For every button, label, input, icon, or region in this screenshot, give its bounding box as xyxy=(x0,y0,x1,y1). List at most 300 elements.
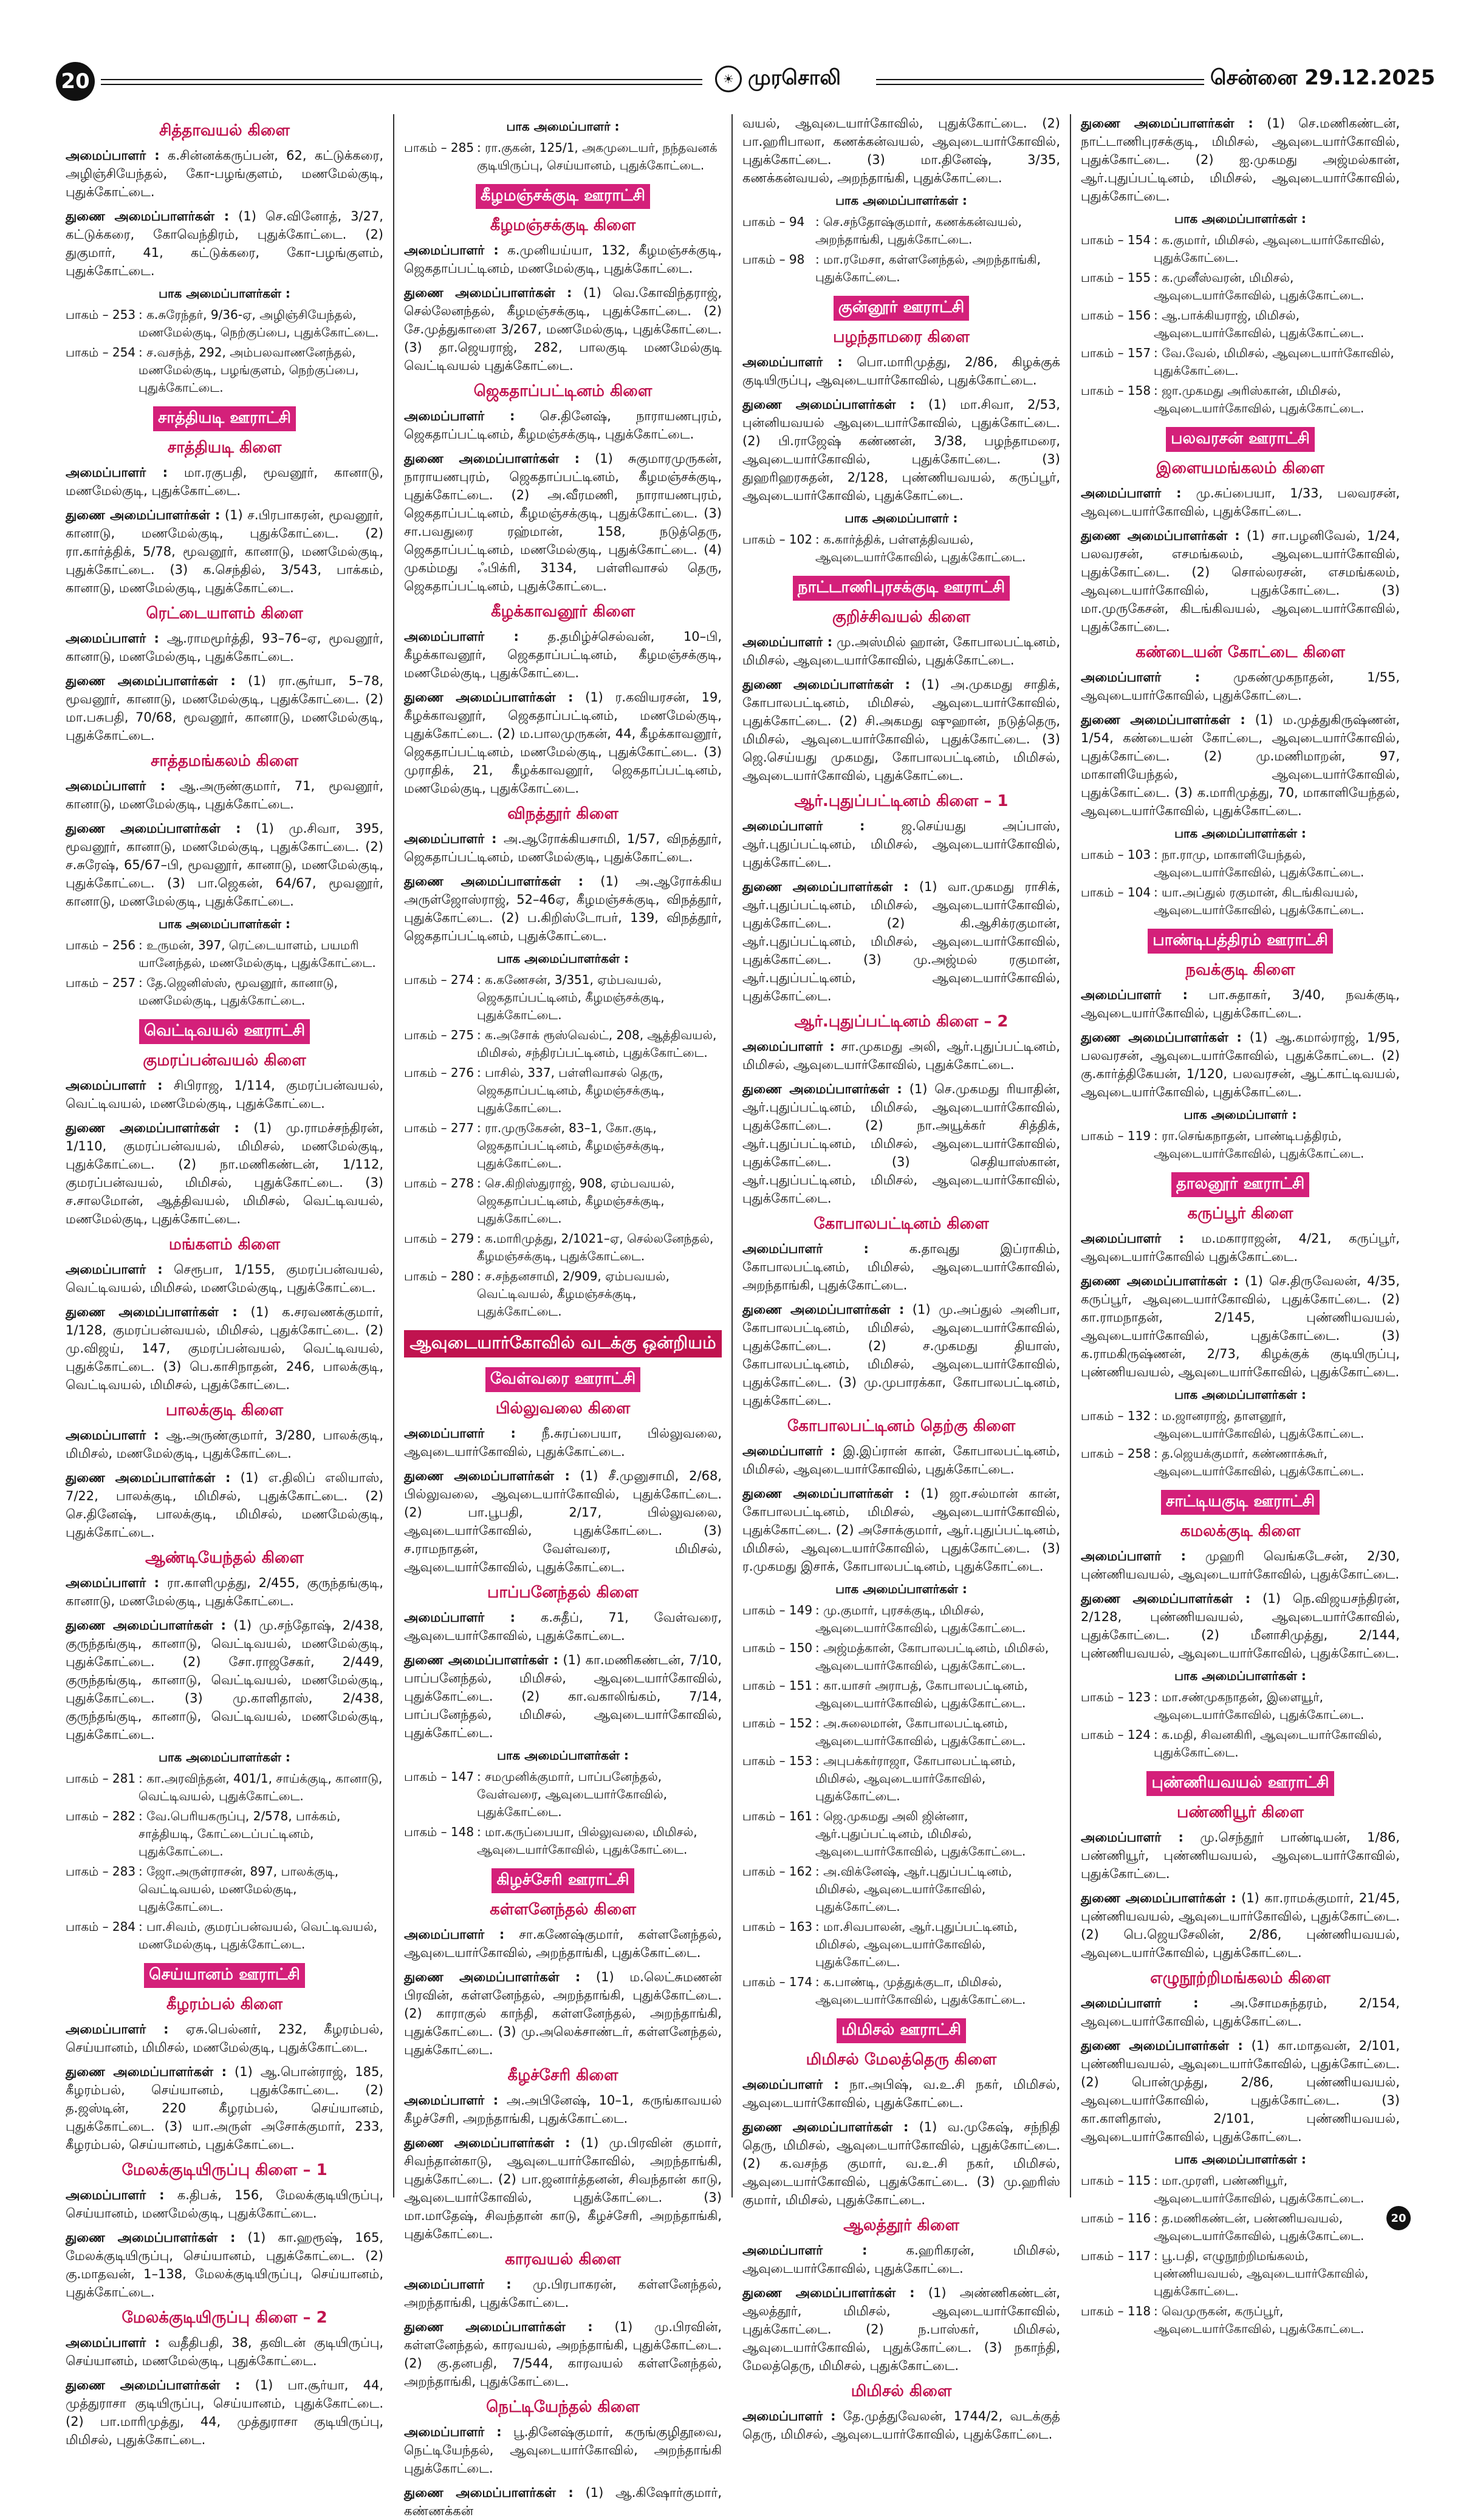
member-details: (1) சா.பழனிவேல், 1/24, பலவரசன், எசமங்கலம், ஆவுடையார்கோவில், புதுக்கோட்டை. (2) சொல்லரசன், எசமங்கலம், ஆவுடையார்கோவில், புதுக்கோட்டை. (3) மா.முருகேசன், கிடங்கிவயல், ஆவுடையார்கோவில், புதுக்கோட்டை. xyxy=(1081,528,1400,634)
branch-heading: சாத்தமங்கலம் கிளை xyxy=(150,752,299,770)
role-label: துணை அமைப்பாளர்கள் : xyxy=(66,2230,236,2245)
masthead-rule-left xyxy=(101,79,702,85)
member-details: க.தாவுது இப்ராகிம், கோபாலபட்டினம், மிமிசல், ஆவுடையார்கோவில், அறந்தாங்கி, புதுக்கோட்டை. xyxy=(742,1241,1060,1292)
booth-row xyxy=(66,1770,383,1805)
member-entry xyxy=(1081,1272,1400,1381)
booth-section-heading: பாக அமைப்பாளர்கள் : xyxy=(497,951,629,966)
member-entry xyxy=(66,207,383,280)
member-entry xyxy=(404,2134,722,2243)
panchayat-banner: மிமிசல் ஊராட்சி xyxy=(837,2018,966,2043)
role-label: துணை அமைப்பாளர்கள் : xyxy=(1081,2038,1243,2053)
branch-heading: கோபாலபட்டினம் தெற்கு கிளை xyxy=(787,1417,1016,1435)
role-label: துணை அமைப்பாளர்கள் : xyxy=(404,2485,574,2500)
booth-section-heading: பாக அமைப்பாளர்கள் : xyxy=(497,1748,629,1763)
member-entry xyxy=(1081,711,1400,820)
branch-heading: பாப்பனேந்தல் கிளை xyxy=(487,1583,639,1602)
role-label: அமைப்பாளர் : xyxy=(404,243,499,258)
role-label: துணை அமைப்பாளர்கள் : xyxy=(404,1653,558,1667)
booth-number: பாகம் – 283 xyxy=(66,1864,136,1879)
booth-member: : க.மாரிமுத்து, 2/1021–ஏ, செல்லனேந்தல், கீழமஞ்சக்குடி, புதுக்கோட்டை. xyxy=(477,1231,714,1263)
member-entry xyxy=(404,1424,722,1461)
member-details: (1) ச.பிரபாகரன், மூவனூர், கானாடு, மணமேல்குடி, புதுக்கோட்டை. (2) ரா.கார்த்திக், 5/78, மூவனூர், கானாடு, மணமேல்குடி, புதுக்கோட்டை. (3) க.செந்தில், 3/543, பாக்கம், கானாடு, மணமேல்குடி, புதுக்கோட்டை. xyxy=(66,508,383,595)
role-label: துணை அமைப்பாளர்கள் : xyxy=(404,690,574,705)
booth-number: பாகம் – 279 xyxy=(404,1231,474,1246)
role-label: துணை அமைப்பாளர்கள் : xyxy=(1081,1891,1236,1905)
member-entry xyxy=(404,2091,722,2128)
member-entry xyxy=(66,629,383,666)
member-entry xyxy=(742,353,1060,389)
branch-heading: ஆண்டியேந்தல் கிளை xyxy=(145,1549,304,1567)
member-entry xyxy=(742,2407,1060,2443)
booth-number: பாகம் – 155 xyxy=(1081,270,1151,285)
member-details: முகண்முகநாதன், 1/55, ஆவுடையார்கோவில், புதுக்கோட்டை. xyxy=(1081,670,1400,703)
member-entry xyxy=(742,1300,1060,1410)
booth-row xyxy=(404,1026,722,1062)
role-label: துணை அமைப்பாளர்கள் : xyxy=(66,2064,227,2079)
booth-row xyxy=(742,1808,1060,1860)
member-entry xyxy=(66,1119,383,1228)
branch-heading: ஆர்.புதுப்பட்டினம் கிளை – 2 xyxy=(794,1012,1009,1031)
role-label: துணை அமைப்பாளர்கள் : xyxy=(742,2120,909,2134)
booth-member: : க.கார்த்திக், பள்ளத்திவயல், ஆவுடையார்கோவில், புதுக்கோட்டை. xyxy=(815,532,1026,564)
branch-heading: கீழரம்பல் கிளை xyxy=(166,1995,283,2013)
role-label: துணை அமைப்பாளர்கள் : xyxy=(1081,116,1253,131)
booth-section-heading: பாக அமைப்பாளர் : xyxy=(1183,1107,1297,1122)
role-label: அமைப்பாளர் : xyxy=(742,2243,868,2258)
branch-heading: கீழமஞ்சக்குடி கிளை xyxy=(490,216,636,234)
member-details: ஜ.செய்யது அப்பாஸ், ஆர்.புதுப்பட்டினம், மிமிசல், ஆவுடையார்கோவில், புதுக்கோட்டை. xyxy=(742,819,1060,870)
booth-row xyxy=(66,1808,383,1860)
panchayat-banner: தாலனூர் ஊராட்சி xyxy=(1171,1172,1309,1197)
member-details: (1) செ.வினோத், 3/27, கட்டுக்கரை, கோவெந்திரம், புதுக்கோட்டை. (2) துகுமார், 41, கட்டுக்கரை, கோ-பழங்குளம், புதுக்கோட்டை. xyxy=(66,209,383,278)
rising-sun-icon: ☀ xyxy=(715,66,742,92)
role-label: துணை அமைப்பாளர்கள் : xyxy=(66,821,241,836)
booth-number: பாகம் – 116 xyxy=(1081,2211,1151,2225)
member-entry xyxy=(742,2241,1060,2278)
branch-heading: விநத்தூர் கிளை xyxy=(507,805,618,823)
booth-number: பாகம் – 149 xyxy=(742,1603,813,1617)
booth-number: பாகம் – 151 xyxy=(742,1678,813,1693)
member-entry xyxy=(1081,668,1400,705)
booth-row xyxy=(1081,1445,1400,1480)
member-details: மு.செந்தூர் பாண்டியன், 1/86, பண்ணியூர், புண்ணியவயல், ஆவுடையார்கோவில், புதுக்கோட்டை. xyxy=(1081,1830,1400,1881)
booth-member: : மா.ரமேசா, கள்ளனேந்தல், அறந்தாங்கி, புதுக்கோட்டை. xyxy=(815,252,1041,284)
member-entry xyxy=(66,1076,383,1113)
booth-row xyxy=(742,1863,1060,1916)
role-label: துணை அமைப்பாளர்கள் : xyxy=(1081,1030,1242,1045)
role-label: அமைப்பாளர் : xyxy=(66,631,159,646)
panchayat-banner: வெட்டிவயல் ஊராட்சி xyxy=(139,1019,310,1044)
member-entry xyxy=(742,817,1060,872)
booth-section-heading: பாக அமைப்பாளர்கள் : xyxy=(159,286,290,301)
role-label: துணை அமைப்பாளர்கள் : xyxy=(66,1618,226,1633)
role-label: துணை அமைப்பாளர்கள் : xyxy=(66,674,236,688)
booth-number: பாகம் – 118 xyxy=(1081,2304,1151,2318)
role-label: அமைப்பாளர் : xyxy=(66,2335,160,2350)
booth-row xyxy=(742,1715,1060,1750)
branch-heading: காரவயல் கிளை xyxy=(505,2250,621,2269)
role-label: துணை அமைப்பாளர்கள் : xyxy=(1081,712,1245,727)
booth-row xyxy=(742,531,1060,566)
dateline: சென்னை 29.12.2025 xyxy=(1210,66,1436,90)
panchayat-banner: நாட்டாணிபுரசக்குடி ஊராட்சி xyxy=(793,576,1010,601)
role-label: அமைப்பாளர் : xyxy=(404,629,519,644)
booth-number: பாகம் – 104 xyxy=(1081,885,1151,900)
booth-member: : க.மதி, சிவனகிரி, ஆவுடையார்கோவில், புதுக்கோட்டை. xyxy=(1154,1727,1382,1760)
booth-section-heading: பாக அமைப்பாளர் : xyxy=(844,511,958,525)
booth-number: பாகம் – 254 xyxy=(66,345,136,360)
member-details: (1) நெ.விஜயசந்திரன், 2/128, புண்ணியவயல், ஆவுடையார்கோவில், புதுக்கோட்டை. (2) மீனாசிமுத்து, 2/144, புண்ணியவயல், ஆவுடையார்கோவில், புதுக்கோட்டை. xyxy=(1081,1591,1400,1661)
branch-heading: ஜெகதாப்பட்டினம் கிளை xyxy=(473,382,653,400)
booth-row xyxy=(1081,884,1400,919)
member-details: (1) எ.திலிப் எலியாஸ், 7/22, பாலக்குடி, மிமிசல், புதுக்கோட்டை. (2) செ.தினேஷ், பாலக்குடி, மிமிசல், மணமேல்குடி, புதுக்கோட்டை. xyxy=(66,1470,383,1540)
booth-section-heading: பாக அமைப்பாளர்கள் : xyxy=(1174,1668,1306,1683)
booth-number: பாகம் – 257 xyxy=(66,975,136,990)
member-details: அ.சோமசுந்தரம், 2/154, ஆவுடையார்கோவில், புதுக்கோட்டை. xyxy=(1081,1996,1400,2029)
member-details: சா.கணேஷ்குமார், கள்ளனேந்தல், ஆவுடையார்கோவில், அறந்தாங்கி, புதுக்கோட்டை. xyxy=(404,1927,722,1960)
role-label: துணை அமைப்பாளர்கள் : xyxy=(66,2378,241,2392)
member-entry xyxy=(1081,1889,1400,1962)
booth-member: : அ.விக்னேஷ், ஆர்.புதுப்பட்டினம், மிமிசல், ஆவுடையார்கோவில், புதுக்கோட்டை. xyxy=(815,1864,1012,1914)
booth-number: பாகம் – 256 xyxy=(66,938,136,952)
member-details: அ.ஆரோக்கியசாமி, 1/57, விநத்தூர், ஜெகதாப்பட்டினம், மணமேல்குடி, புதுக்கோட்டை. xyxy=(404,831,722,864)
member-details: க.ஹரிகரன், மிமிசல், ஆவுடையார்கோவில், புதுக்கோட்டை. xyxy=(742,2243,1060,2276)
role-label: துணை அமைப்பாளர்கள் : xyxy=(404,285,572,300)
branch-heading: பாலக்குடி கிளை xyxy=(165,1401,284,1419)
booth-row xyxy=(1081,231,1400,267)
member-entry xyxy=(66,2228,383,2301)
member-details: (1) சீ.முனுசாமி, 2/68, பில்லுவலை, ஆவுடையார்கோவில், புதுக்கோட்டை. (2) பா.பூபதி, 2/17, பில்லுவலை, ஆவுடையார்கோவில், புதுக்கோட்டை. (3) ச.ராமநாதன், வேள்வரை, மிமிசல், ஆவுடையார்கோவில், புதுக்கோட்டை. xyxy=(404,1469,722,1574)
member-entry xyxy=(404,407,722,443)
branch-heading: கீழச்சேரி கிளை xyxy=(507,2066,618,2085)
booth-member: : வெமுருகன், கருப்பூர், ஆவுடையார்கோவில், புதுக்கோட்டை. xyxy=(1154,2304,1365,2336)
booth-member: : ம.ஜானராஜ், தாளனூர், ஆவுடையார்கோவில், புதுக்கோட்டை. xyxy=(1154,1409,1365,1441)
branch-heading: குமரப்பன்வயல் கிளை xyxy=(143,1051,306,1070)
member-entry xyxy=(404,2275,722,2312)
member-details: (1) கா.மாதவன், 2/101, புண்ணியவயல், ஆவுடையார்கோவில், புதுக்கோட்டை. (2) பொன்முத்து, 2/86, புண்ணியவயல், ஆவுடையார்கோவில், புதுக்கோட்டை. (3) கா.காளிதாஸ், 2/101, புண்ணியவயல், ஆவுடையார்கோவில், புதுக்கோட்டை. xyxy=(1081,2038,1400,2144)
booth-row xyxy=(1081,2303,1400,2338)
booth-member: : வே.பெரியகருப்பு, 2/578, பாக்கம், சாத்தியடி, கோட்டைப்பட்டினம், புதுக்கோட்டை. xyxy=(139,1809,341,1859)
member-details: (1) மு.பிரவின், கள்ளனேந்தல், காரவயல், அறந்தாங்கி, புதுக்கோட்டை. (2) கு.தனபதி, 7/544, காரவயல் கள்ளனேந்தல், அறந்தாங்கி, புதுக்கோட்டை. xyxy=(404,2320,722,2389)
member-details: தே.முத்துவேலன், 1744/2, வடக்குத் தெரு, மிமிசல், ஆவுடையார்கோவில், புதுக்கோட்டை. xyxy=(742,2409,1060,2442)
booth-row xyxy=(742,1639,1060,1675)
booth-row xyxy=(1081,1689,1400,1724)
member-details: (1) ர.கவியரசன், 19, கீழக்காவனூர், ஜெகதாப்பட்டினம், மணமேல்குடி, புதுக்கோட்டை. (2) ம.பாலமுருகன், 44, கீழக்காவனூர், ஜெகதாப்பட்டினம், மணமேல்குடி, புதுக்கோட்டை. (3) முராதிக், 21, கீழக்காவனூர், ஜெகதாப்பட்டினம், மணமேல்குடி, புதுக்கோட்டை. xyxy=(404,690,722,796)
booth-member: : ஜோ.அருள்ராசன், 897, பாலக்குடி, வெட்டிவயல், மணமேல்குடி, புதுக்கோட்டை. xyxy=(139,1864,339,1914)
booth-row xyxy=(404,1175,722,1228)
member-entry xyxy=(66,672,383,745)
booth-member: : மா.சண்முகநாதன், இளையூர், ஆவுடையார்கோவில், புதுக்கோட்டை. xyxy=(1154,1690,1365,1722)
member-details: (1) வெ.கோவிந்தராஜ், செல்லேனந்தல், கீழமஞ்சக்குடி, புதுக்கோட்டை. (2) சே.முத்துகாளை 3/267, மணமேல்குடி, புதுக்கோட்டை. (3) தா.ஜெயராஜ், 282, பாலகுடி மணமேல்குடி வெட்டிவயல் புதுக்கோட்டை. xyxy=(404,285,722,373)
role-label: அமைப்பாளர் : xyxy=(1081,486,1182,500)
booth-member: : உருமன், 397, ரெட்டையாளம், பயமரி யானேந்தல், மணமேல்குடி, புதுக்கோட்டை. xyxy=(139,938,376,970)
role-label: துணை அமைப்பாளர்கள் : xyxy=(66,508,221,522)
role-label: அமைப்பாளர் : xyxy=(404,831,497,846)
booth-member: : செ.சந்தோஷ்குமார், கணக்கன்வயல், அறந்தாங்கி, புதுக்கோட்டை. xyxy=(815,214,1022,247)
role-label: துணை அமைப்பாளர்கள் : xyxy=(404,2320,593,2334)
member-entry xyxy=(742,395,1060,505)
booth-member: : ஆ.பாக்கியராஜ், மிமிசல், ஆவுடையார்கோவில், புதுக்கோட்டை. xyxy=(1154,308,1365,340)
member-entry xyxy=(1081,1994,1400,2030)
booth-member: : பாசில், 337, பள்ளிவாசல் தெரு, ஜெகதாப்பட்டினம், கீழமஞ்சக்குடி, புதுக்கோட்டை. xyxy=(477,1065,665,1115)
member-entry xyxy=(66,1303,383,1394)
booth-row xyxy=(1081,2210,1400,2245)
role-label: துணை அமைப்பாளர்கள் : xyxy=(1081,1591,1251,1606)
member-details: பா.சுதாகர், 3/40, நவக்குடி, ஆவுடையார்கோவில், புதுக்கோட்டை. xyxy=(1081,988,1400,1020)
role-label: துணை அமைப்பாளர்கள் : xyxy=(1081,1274,1239,1288)
branch-heading: கமலக்குடி கிளை xyxy=(1180,1522,1301,1540)
booth-member: : ச.சந்தனசாமி, 2/909, ஏம்பவயல், வெட்டிவயல், கீழமஞ்சக்குடி, புதுக்கோட்டை. xyxy=(477,1269,670,1319)
branch-heading: நெட்டியேந்தல் கிளை xyxy=(486,2398,640,2416)
member-details: (1) அண்ணிகண்டன், ஆலத்தூர், மிமிசல், ஆவுடையார்கோவில், புதுக்கோட்டை. (2) ந.பாஸ்கர், மிமிசல், ஆவுடையார்கோவில், புதுக்கோட்டை. (3) நகாந்தி, மேலத்தெரு, மிமிசல், புதுக்கோட்டை. xyxy=(742,2286,1060,2373)
booth-member: : ஜெ.முகமது அலி ஜின்னா, ஆர்.புதுப்பட்டினம், மிமிசல், ஆவுடையார்கோவில், புதுக்கோட்டை. xyxy=(815,1809,1026,1859)
role-label: துணை அமைப்பாளர்கள் : xyxy=(742,879,909,894)
role-label: அமைப்பாளர் : xyxy=(1081,1549,1187,1563)
branch-heading: பில்லுவலை கிளை xyxy=(495,1399,631,1418)
role-label: துணை அமைப்பாளர்கள் : xyxy=(742,1486,910,1501)
panchayat-banner: புண்ணியவயல் ஊராட்சி xyxy=(1146,1771,1334,1796)
branch-heading: கருப்பூர் கிளை xyxy=(1187,1204,1293,1223)
booth-number: பாகம் – 102 xyxy=(742,532,813,547)
member-entry xyxy=(404,1467,722,1576)
booth-number: பாகம் – 258 xyxy=(1081,1446,1151,1461)
role-label: அமைப்பாளர் : xyxy=(404,409,515,423)
booth-section-heading: பாக அமைப்பாளர்கள் : xyxy=(159,917,290,931)
booth-member: : பூ.பதி, எழுநூற்றிமங்கலம், புண்ணியவயல், ஆவுடையார்கோவில், புதுக்கோட்டை. xyxy=(1154,2249,1369,2298)
booth-number: பாகம் – 275 xyxy=(404,1028,474,1042)
booth-row xyxy=(404,1119,722,1172)
booth-member: : அ.சுலைமான், கோபாலபட்டினம், ஆவுடையார்கோவில், புதுக்கோட்டை. xyxy=(815,1716,1026,1748)
member-details: ஆ.அருண்குமார், 3/280, பாலக்குடி, மிமிசல், மணமேல்குடி, புதுக்கோட்டை. xyxy=(66,1428,383,1461)
member-details: க.திபக், 156, மேலக்குடியிருப்பு, செய்யானம், மணமேல்குடி, புதுக்கோட்டை. xyxy=(66,2188,383,2221)
member-entry xyxy=(404,241,722,278)
branch-heading: எழுநூற்றிமங்கலம் கிளை xyxy=(1150,1969,1331,1987)
role-label: அமைப்பாளர் : xyxy=(66,779,166,793)
booth-number: பாகம் – 94 xyxy=(742,214,805,229)
member-details: பொ.மாரிமுத்து, 2/86, கிழக்குக் குடியிருப்பு, ஆவுடையார்கோவில், புதுக்கோட்டை. xyxy=(742,355,1060,388)
booth-number: பாகம் – 150 xyxy=(742,1641,813,1655)
member-details: த.தமிழ்ச்செல்வன், 10–பி, கீழக்காவனூர், ஜெகதாப்பட்டினம், கீழமஞ்சக்குடி, மணமேல்குடி, புதுக்கோட்டை. xyxy=(404,629,722,680)
panchayat-banner: பலவரசன் ஊராட்சி xyxy=(1166,427,1315,452)
member-entry xyxy=(1081,527,1400,636)
booth-row xyxy=(742,1602,1060,1637)
member-details: சா.முகமது அலி, ஆர்.புதுப்பட்டினம், மிமிசல், ஆவுடையார்கோவில், புதுக்கோட்டை. xyxy=(742,1039,1060,1072)
role-label: துணை அமைப்பாளர்கள் : xyxy=(742,397,915,412)
column-4 xyxy=(1071,114,1409,2336)
member-entry xyxy=(1081,1547,1400,1583)
masthead xyxy=(56,62,1436,98)
member-details: (1) ஆ.கிஷோர்குமார், கண்ணக்கன் xyxy=(404,2485,722,2518)
member-details: (1) ம.லெட்சுமணன் பிரவின், கள்ளனேந்தல், அறந்தாங்கி, புதுக்கோட்டை. (2) காராகுல் காந்தி, கள்ளனேந்தல், அறந்தாங்கி, புதுக்கோட்டை. (3) மு.அலெக்சாண்டர், கள்ளனேந்தல், புதுக்கோட்டை. xyxy=(404,1970,722,2057)
role-label: அமைப்பாளர் : xyxy=(742,635,833,649)
booth-row xyxy=(404,1768,722,1821)
role-label: அமைப்பாளர் : xyxy=(742,1241,869,1256)
member-details: மு.சுப்பையா, 1/33, பலவரசன், ஆவுடையார்கோவில், புதுக்கோட்டை. xyxy=(1081,486,1400,519)
member-details: (1) கா.ஹரூஷ், 165, மேலக்குடியிருப்பு, செய்யானம், புதுக்கோட்டை. (2) கு.மாதவன், 1–138, மேலக்குடியிருப்பு, செய்யானம், புதுக்கோட்டை. xyxy=(66,2230,383,2300)
role-label: துணை அமைப்பாளர்கள் : xyxy=(742,1302,905,1317)
page-number-footer: 20 xyxy=(1386,2206,1411,2230)
member-details: (1) கா.மணிகண்டன், 7/10, பாப்பனேந்தல், மிமிசல், ஆவுடையார்கோவில், புதுக்கோட்டை. (2) கா.வகாலிங்கம், 7/14, பாப்பனேந்தல், மிமிசல், ஆவுடையார்கோவில், புதுக்கோட்டை. xyxy=(404,1653,722,1740)
member-entry xyxy=(404,872,722,945)
booth-row xyxy=(66,344,383,397)
booth-number: பாகம் – 253 xyxy=(66,307,136,322)
member-details: ஆ.ராமமூர்த்தி, 93–76–ஏ, மூவனூர், கானாடு, மணமேல்குடி, புதுக்கோட்டை. xyxy=(66,631,383,664)
booth-section-heading: பாக அமைப்பாளர்கள் : xyxy=(1174,826,1306,841)
booth-section-heading: பாக அமைப்பாளர்கள் : xyxy=(1174,211,1306,226)
booth-row xyxy=(66,1918,383,1953)
role-label: துணை அமைப்பாளர்கள் : xyxy=(742,677,911,692)
member-details: (1) பா.சூர்யா, 44, முத்துராசா குடியிருப்பு, செய்யானம், புதுக்கோட்டை. (2) பா.மாரிமுத்து, 44, முத்துராசா குடியிருப்பு, மிமிசல், புதுக்கோட்டை. xyxy=(66,2378,383,2447)
member-details: நீ.சுரப்பையா, பில்லுவலை, ஆவுடையார்கோவில், புதுக்கோட்டை. xyxy=(404,1426,722,1459)
panchayat-banner: செய்யானம் ஊராட்சி xyxy=(144,1963,305,1988)
role-label: அமைப்பாளர் : xyxy=(66,1262,163,1277)
branch-heading: கள்ளனேந்தல் கிளை xyxy=(490,1900,636,1919)
branch-heading: மேலக்குடியிருப்பு கிளை – 2 xyxy=(122,2309,327,2327)
member-details: ஏசு.பெல்னர், 232, கீழரம்பல், செய்யானம், மிமிசல், மணமேல்குடி, புதுக்கோட்டை. xyxy=(66,2022,383,2055)
booth-member: : ச.வசந்த், 292, அம்பலவாணனேந்தல், மணமேல்குடி, பழங்குளம், நெற்குப்பை, புதுக்கோட்டை. xyxy=(139,345,359,395)
branch-heading: ரெட்டையாளம் கிளை xyxy=(146,604,303,623)
branch-heading: சித்தாவயல் கிளை xyxy=(159,121,290,140)
role-label: துணை அமைப்பாளர்கள் : xyxy=(404,1469,570,1483)
role-label: அமைப்பாளர் : xyxy=(742,2077,839,2092)
booth-number: பாகம் – 277 xyxy=(404,1121,474,1135)
member-entry xyxy=(66,1574,383,1610)
member-entry xyxy=(742,675,1060,785)
booth-member: : கா.யாசர் அராபத், கோபாலபட்டினம், ஆவுடையார்கோவில், புதுக்கோட்டை. xyxy=(815,1678,1028,1710)
role-label: துணை அமைப்பாளர்கள் : xyxy=(742,1082,902,1096)
booth-member: : சமமுனிக்குமார், பாப்பனேந்தல், வேள்வரை, ஆவுடையார்கோவில், புதுக்கோட்டை. xyxy=(477,1769,667,1819)
panchayat-banner: வேள்வரை ஊராட்சி xyxy=(485,1367,641,1392)
role-label: அமைப்பாளர் : xyxy=(1081,1231,1184,1246)
member-details: க.சுதீப், 71, வேள்வரை, ஆவுடையார்கோவில், புதுக்கோட்டை. xyxy=(404,1610,722,1643)
role-label: அமைப்பாளர் : xyxy=(66,2188,165,2202)
member-details: நா.அபிஷ், வ.உ.சி நகர், மிமிசல், ஆவுடையார்கோவில், புதுக்கோட்டை. xyxy=(742,2077,1060,2110)
role-label: துணை அமைப்பாளர்கள் : xyxy=(66,1470,231,1485)
booth-member: : க.குமார், மிமிசல், ஆவுடையார்கோவில், புதுக்கோட்டை. xyxy=(1154,233,1385,265)
role-label: அமைப்பாளர் : xyxy=(404,1426,516,1441)
booth-row xyxy=(1081,269,1400,304)
booth-member: : யா.அப்துல் ரகுமான், கிடங்கிவயல், ஆவுடையார்கோவில், புதுக்கோட்டை. xyxy=(1154,885,1365,917)
member-entry xyxy=(66,2063,383,2154)
member-entry xyxy=(404,2484,722,2520)
booth-number: பாகம் – 284 xyxy=(66,1919,136,1934)
member-details: (1) மு.பிரவின் குமார், சிவந்தான்காடு, ஆவுடையார்கோவில், அறந்தாங்கி, புதுக்கோட்டை. (2) பா.ஜனார்த்தனன், சிவந்தான் காடு, ஆவுடையார்கோவில், புதுக்கோட்டை. (3) மா.மாதேஷ், சிவந்தான் காடு, கீழச்சேரி, அறந்தாங்கி, புதுக்கோட்டை. xyxy=(404,2136,722,2241)
member-entry xyxy=(404,1608,722,1645)
booth-number: பாகம் – 280 xyxy=(404,1269,474,1283)
role-label: துணை அமைப்பாளர்கள் : xyxy=(404,2136,570,2150)
booth-member: : ரா.செங்கநாதன், பாண்டிபத்திரம், ஆவுடையார்கோவில், புதுக்கோட்டை. xyxy=(1154,1129,1365,1161)
booth-member: : வே.வேல், மிமிசல், ஆவுடையார்கோவில், புதுக்கோட்டை. xyxy=(1154,346,1394,378)
booth-number: பாகம் – 124 xyxy=(1081,1727,1151,1742)
member-details: (1) ஆ.பொன்ராஜ், 185, கீழரம்பல், செய்யானம், புதுக்கோட்டை. (2) த.ஜஸ்டின், 220 கீழரம்பல், செய்யானம், புதுக்கோட்டை. (3) யா.அருள் அசோக்குமார், 233, கீழரம்பல், செய்யானம், புதுக்கோட்டை. xyxy=(66,2064,383,2152)
booth-section-heading: பாக அமைப்பாளர்கள் : xyxy=(159,1750,290,1764)
member-entry xyxy=(66,506,383,597)
booth-member: : ரா.குகன், 125/1, அகமுடையர், நந்தவனக் குடியிருப்பு, செய்யானம், புதுக்கோட்டை. xyxy=(477,140,718,172)
booth-member: : அபுபக்கர்ராஜா, கோபாலபட்டினம், மிமிசல், ஆவுடையார்கோவில், புதுக்கோட்டை. xyxy=(815,1753,1016,1803)
branch-heading: குறிச்சிவயல் கிளை xyxy=(832,608,971,626)
branch-heading: கண்டையன் கோட்டை கிளை xyxy=(1135,643,1345,661)
booth-row xyxy=(742,1918,1060,1971)
booth-number: பாகம் – 158 xyxy=(1081,383,1151,398)
role-label: துணை அமைப்பாளர்கள் : xyxy=(742,2286,915,2300)
member-details: (1) செ.முகமது ரியாதின், ஆர்.புதுப்பட்டினம், மிமிசல், ஆவுடையார்கோவில், புதுக்கோட்டை. (2) நா.அயூக்கர் சித்திக், ஆர்.புதுப்பட்டினம், மிமிசல், ஆவுடையார்கோவில், புதுக்கோட்டை. (3) செதியாஸ்கான், ஆர்.புதுப்பட்டினம், மிமிசல், ஆவுடையார்கோவில், புதுக்கோட்டை. xyxy=(742,1082,1060,1206)
member-details: அ.அபினேஷ், 10–1, கருங்காவயல் கீழச்சேரி, அறந்தாங்கி, புதுக்கோட்டை. xyxy=(404,2093,722,2126)
member-entry xyxy=(742,1240,1060,1294)
member-entry xyxy=(66,1469,383,1542)
branch-heading: இளையமங்கலம் கிளை xyxy=(1156,459,1324,477)
member-entry xyxy=(66,2186,383,2222)
member-entry xyxy=(1081,114,1400,205)
branch-heading: மிமிசல் மேலத்தெரு கிளை xyxy=(806,2050,997,2069)
member-entry xyxy=(742,1080,1060,1207)
member-entry xyxy=(1081,1229,1400,1266)
member-details: (1) அ.ஆரோக்கிய அருள்ஜோஸ்ராஜ், 52–46ஏ, கீழமஞ்சக்குடி, விநத்தூர், புதுக்கோட்டை. (2) ப.கிறிஸ்டோபர், 139, விநத்தூர், ஜெகதாப்பட்டினம், புதுக்கோட்டை. xyxy=(404,874,722,943)
booth-number: பாகம் – 119 xyxy=(1081,1129,1151,1143)
member-details: (1) ஆ.கமால்ராஜ், 1/95, பலவரசன், ஆவுடையார்கோவில், புதுக்கோட்டை. (2) கு.கார்த்திகேயன், 1/120, பலவரசன், ஆட்காட்டிவயல், ஆவுடையார்கோவில், புதுக்கோட்டை. xyxy=(1081,1030,1400,1099)
member-entry xyxy=(742,2075,1060,2112)
booth-member: : மா.முரளி, பண்ணியூர், ஆவுடையார்கோவில், புதுக்கோட்டை. xyxy=(1154,2173,1365,2205)
booth-section-heading: பாக அமைப்பாளர்கள் : xyxy=(835,193,967,208)
member-details: ம.மகாராஜன், 4/21, கருப்பூர், ஆவுடையார்கோவில் புதுக்கோட்டை. xyxy=(1081,1231,1400,1264)
booth-number: பாகம் – 156 xyxy=(1081,308,1151,323)
booth-row xyxy=(1081,1127,1400,1163)
booth-number: பாகம் – 115 xyxy=(1081,2173,1151,2188)
booth-row xyxy=(404,1064,722,1117)
booth-member: : பா.சிவம், குமரப்பன்வயல், வெட்டிவயல், மணமேல்குடி, புதுக்கோட்டை. xyxy=(139,1919,378,1951)
branch-heading: மேலக்குடியிருப்பு கிளை – 1 xyxy=(122,2161,327,2179)
booth-number: பாகம் – 132 xyxy=(1081,1409,1151,1423)
member-entry xyxy=(404,1968,722,2059)
booth-number: பாகம் – 162 xyxy=(742,1864,813,1879)
booth-member: : மா.கருப்பையா, பில்லுவலை, மிமிசல், ஆவுடையார்கோவில், புதுக்கோட்டை. xyxy=(477,1825,697,1857)
booth-section-heading: பாக அமைப்பாளர்கள் : xyxy=(1174,1387,1306,1402)
role-label: அமைப்பாளர் : xyxy=(404,1610,516,1625)
newspaper-name xyxy=(715,66,841,92)
branch-heading: சாத்தியடி கிளை xyxy=(167,439,282,457)
role-label: அமைப்பாளர் : xyxy=(742,2409,836,2423)
member-details: செரூபா, 1/155, குமரப்பன்வயல், வெட்டிவயல், மிமிசல், மணமேல்குடி, புதுக்கோட்டை. xyxy=(66,1262,383,1295)
role-label: அமைப்பாளர் : xyxy=(404,2093,499,2108)
branch-heading: மிமிசல் கிளை xyxy=(851,2382,952,2400)
member-details: மா.ரகுபதி, மூவனூர், கானாடு, மணமேல்குடி, புதுக்கோட்டை. xyxy=(66,465,383,498)
member-details: க.முனியய்யா, 132, கீழமஞ்சக்குடி, ஜெகதாப்பட்டினம், மணமேல்குடி, புதுக்கோட்டை. xyxy=(404,243,722,276)
member-entry xyxy=(66,777,383,813)
member-details: (1) ரா.சூர்யா, 5–78, மூவனூர், கானாடு, மணமேல்குடி, புதுக்கோட்டை. (2) மா.பசுபதி, 70/68, மூவனூர், கானாடு, மணமேல்குடி, புதுக்கோட்டை. xyxy=(66,674,384,743)
booth-member: : க.முனீஸ்வரன், மிமிசல், ஆவுடையார்கோவில், புதுக்கோட்டை. xyxy=(1154,270,1365,302)
panchayat-banner: கிழச்சேரி ஊராட்சி xyxy=(492,1868,634,1893)
member-entry xyxy=(66,1616,383,1744)
column-2 xyxy=(394,114,733,2518)
booth-section-heading: பாக அமைப்பாளர்கள் : xyxy=(1174,2152,1306,2167)
role-label: அமைப்பாளர் : xyxy=(66,1428,159,1443)
booth-member: : மு.குமார், புரசக்குடி, மிமிசல், ஆவுடையார்கோவில், புதுக்கோட்டை. xyxy=(815,1603,1026,1635)
booth-row xyxy=(66,1863,383,1916)
booth-number: பாகம் – 174 xyxy=(742,1975,813,1989)
panchayat-banner: சாட்டியகுடி ஊராட்சி xyxy=(1161,1490,1320,1515)
member-entry xyxy=(1081,484,1400,521)
booth-number: பாகம் – 153 xyxy=(742,1753,813,1768)
role-label: அமைப்பாளர் : xyxy=(66,2022,169,2037)
member-entry xyxy=(404,2318,722,2391)
booth-row xyxy=(404,1823,722,1859)
booth-section-heading: பாக அமைப்பாளர் : xyxy=(506,119,620,134)
role-label: அமைப்பாளர் : xyxy=(66,148,160,163)
member-entry xyxy=(66,2020,383,2057)
member-entry xyxy=(66,2376,383,2449)
booth-row xyxy=(66,306,383,341)
booth-number: பாகம் – 285 xyxy=(404,140,474,155)
member-entry xyxy=(1081,1028,1400,1101)
